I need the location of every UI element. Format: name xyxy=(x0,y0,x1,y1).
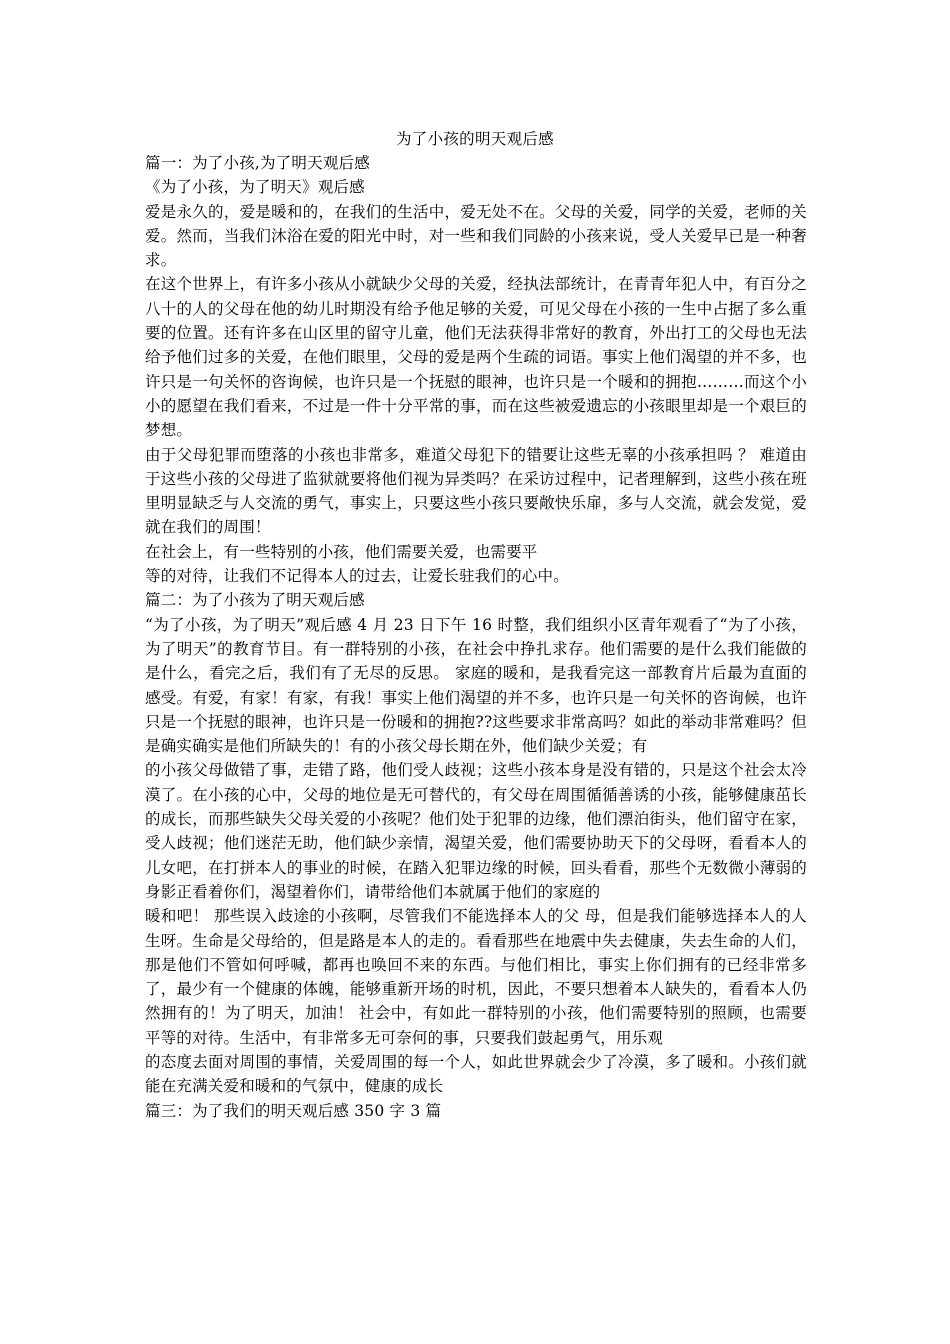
paragraph: 暖和吧！ 那些误入歧途的小孩啊，尽管我们不能选择本人的父 母，但是我们能够选择本人的人生呀。生命是父母给的，但是路是本人的走的。看看那些在地震中失去健康，失去生命的人们，那是他们不管如何呼喊，都再也唤回不来的东西。与他们相比，事实上你们拥有的已经非常多了，最少有一个健康的体魄，能够重新开场的时机，因此，不要只想着本人缺失的，看看本人仍然拥有的！为了明天，加油！ 社会中，有如此一群特别的小孩，他们需要特别的照顾，也需要平等的对待。生活中，有非常多无可奈何的事，只要我们鼓起勇气，用乐观 xyxy=(145,907,807,1047)
document-title: 为了小孩的明天观后感 xyxy=(395,130,554,148)
paragraph: 在这个世界上，有许多小孩从小就缺少父母的关爱，经执法部统计，在青青年犯人中，有百分之八十的人的父母在他的幼儿时期没有给予他足够的关爱，可见父母在小孩的一生中占据了多么重要的位置。还有许多在山区里的留守儿童，他们无法获得非常好的教育，外出打工的父母也无法给予他们过多的关爱，在他们眼里，父母的爱是两个生疏的词语。事实上他们渴望的并不多，也许只是一句关怀的咨询候，也许只是一个抚慰的眼神，也许只是一个暖和的拥抱………而这个小小的愿望在我们看来，不过是一件十分平常的事，而在这些被爱遗忘的小孩眼里却是一个艰巨的梦想。 xyxy=(145,275,807,440)
paragraph: “为了小孩，为了明天”观后感 4 月 23 日下午 16 时整，我们组织小区青年观看了“为了小孩，为了明天”的教育节目。有一群特别的小孩，在社会中挣扎求存。他们需要的是什么我们能做的是什么，看完之后，我们有了无尽的反思。 家庭的暖和，是我看完这一部教育片后最为直面的感受。有爱，有家！有家，有我！事实上他们渴望的并不多，也许只是一句关怀的咨询候，也许只是一个抚慰的眼神，也许只是一份暖和的拥抱??这些要求非常高吗？如此的举动非常难吗？但是确实确实是他们所缺失的！有的小孩父母长期在外，他们缺少关爱；有 xyxy=(145,615,807,756)
paragraph-heading-2: 篇二：为了小孩为了明天观后感 xyxy=(145,591,365,610)
paragraph-heading-3: 篇三：为了我们的明天观后感 350 字 3 篇 xyxy=(145,1101,442,1120)
paragraph: 爱是永久的，爱是暖和的，在我们的生活中，爱无处不在。父母的关爱，同学的关爱，老师的关爱。然而，当我们沐浴在爱的阳光中时，对一些和我们同龄的小孩来说，受人关爱早已是一种奢求。 xyxy=(145,202,807,270)
paragraph: 由于父母犯罪而堕落的小孩也非常多，难道父母犯下的错要让这些无辜的小孩承担吗 ？ 难道由于这些小孩的父母进了监狱就要将他们视为异类吗？在采访过程中，记者理解到，这些小孩在班里明显缺乏与人交流的勇气，事实上，只要这些小孩只要敞快乐扉，多与人交流，就会发觉，爱就在我们的周围！ xyxy=(145,445,807,537)
paragraph-heading-1: 篇一：为了小孩,为了明天观后感 xyxy=(145,154,370,172)
paragraph: 等的对待，让我们不记得本人的过去，让爱长驻我们的心中。 xyxy=(145,567,569,586)
paragraph: 在社会上，有一些特别的小孩，他们需要关爱，也需要平 xyxy=(145,542,538,561)
document-body xyxy=(145,151,807,1123)
paragraph-subtitle: 《为了小孩，为了明天》观后感 xyxy=(145,178,365,197)
paragraph: 的小孩父母做错了事，走错了路，他们受人歧视；这些小孩本身是没有错的，只是这个社会太冷漠了。在小孩的心中，父母的地位是无可替代的，有父母在周围循循善诱的小孩，能够健康茁长的成长，而那些缺失父母关爱的小孩呢？他们处于犯罪的边缘，他们漂泊街头，他们留守在家，受人歧视；他们迷茫无助，他们缺少亲情，渴望关爱，他们需要协助天下的父母呀，看看本人的儿女吧，在打拼本人的事业的时候，在踏入犯罪边缘的时候，回头看看，那些个无数微小薄弱的身影正看着你们，渴望着你们，请带给他们本就属于他们的家庭的 xyxy=(145,761,807,901)
paragraph: 的态度去面对周围的事情，关爱周围的每一个人，如此世界就会少了冷漠，多了暖和。小孩们就能在充满关爱和暖和的气氛中，健康的成长 xyxy=(145,1052,807,1096)
